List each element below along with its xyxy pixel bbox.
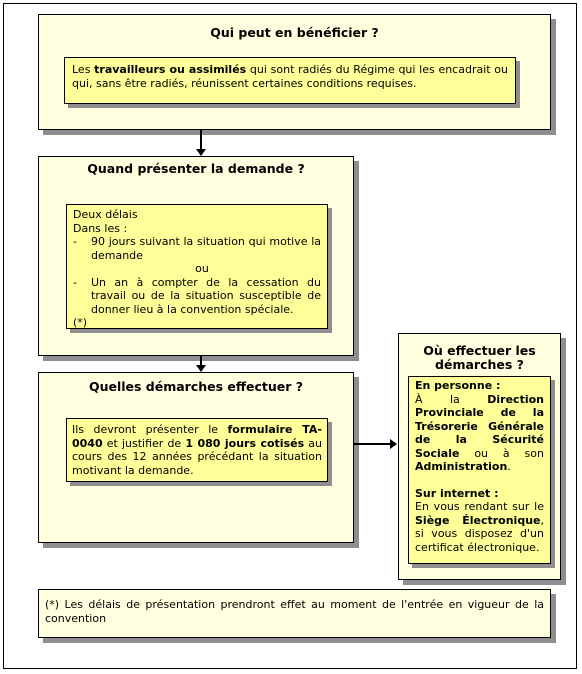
dash-1: - xyxy=(73,235,77,248)
steps-t3: au cours des 12 années précédant la situation motivant la demande. xyxy=(72,436,322,477)
box-where-to-go xyxy=(398,333,561,580)
footer-note xyxy=(38,589,551,638)
steps-form: formulaire TA-0040 xyxy=(72,423,322,450)
box-when-title: Quand présenter la demande ? xyxy=(87,161,305,176)
steps-t2: et justifier de xyxy=(102,436,186,450)
who-text-pre: Les xyxy=(72,63,95,76)
when-item-2-text: Un an à compter de la cessation du travail ou de la situation susceptible de donner lieu à la convention spéciale. xyxy=(91,275,321,316)
when-item-1 xyxy=(73,235,321,262)
steps-days: 1 080 jours cotisés xyxy=(185,436,305,450)
box-steps-content xyxy=(66,418,328,482)
box-who-title: Qui peut en bénéficier ? xyxy=(210,25,379,40)
where-in-person-heading: En personne : xyxy=(415,379,501,392)
box-what-steps xyxy=(38,372,354,543)
box-where-content xyxy=(408,376,551,564)
when-note: (*) xyxy=(73,316,88,329)
when-or: ou xyxy=(195,262,209,275)
dash-2: - xyxy=(73,275,77,289)
footer-text: (*) Les délais de présentation prendront effet au moment de l'entrée en vigueur de la convention xyxy=(45,598,544,625)
box-who-can-benefit xyxy=(38,14,551,130)
who-text-bold: travailleurs ou assimilés xyxy=(94,63,247,76)
when-item-1-text: 90 jours suivant la situation qui motive la demande xyxy=(91,235,321,262)
where-in-person-text: À la Direction Provinciale de la Trésorerie Générale de la Sécurité Sociale ou à son Administration. xyxy=(415,392,544,473)
steps-t1: Ils devront présenter le xyxy=(72,423,228,436)
box-steps-title: Quelles démarches effectuer ? xyxy=(88,379,304,394)
where-internet-heading: Sur internet : xyxy=(415,486,499,500)
where-internet-text: En vous rendant sur le Siège Électronique, si vous disposez d'un certificat électronique. xyxy=(415,500,544,554)
box-who-content xyxy=(64,57,516,104)
arrow-1-to-2 xyxy=(200,130,202,150)
arrow-2-to-3 xyxy=(200,356,202,366)
when-line1: Deux délais xyxy=(73,208,138,221)
box-when-content xyxy=(66,204,328,329)
arrow-3-to-4 xyxy=(354,443,391,445)
when-item-2 xyxy=(73,276,321,317)
box-where-title: Où effectuer les démarches ? xyxy=(423,343,536,372)
box-when-to-apply xyxy=(38,156,354,356)
who-text-post: qui sont radiés du Régime qui les encadrait ou qui, sans être radiés, réunissent certaines conditions requises. xyxy=(72,63,509,90)
when-line2: Dans les : xyxy=(73,221,128,235)
